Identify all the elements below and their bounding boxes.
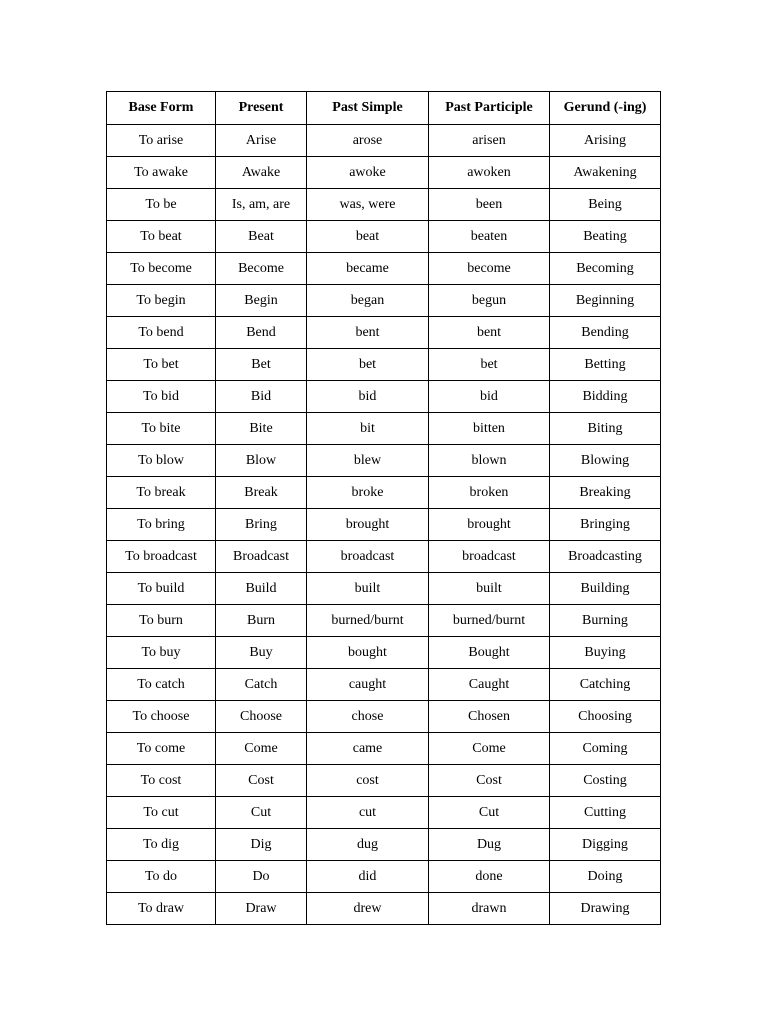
cell-base-form: To beat xyxy=(107,221,216,253)
cell-present: Draw xyxy=(216,893,307,925)
cell-base-form: To draw xyxy=(107,893,216,925)
cell-gerund: Digging xyxy=(550,829,661,861)
cell-present: Awake xyxy=(216,157,307,189)
cell-base-form: To begin xyxy=(107,285,216,317)
table-row xyxy=(107,637,661,669)
cell-present: Begin xyxy=(216,285,307,317)
cell-gerund: Building xyxy=(550,573,661,605)
cell-present: Come xyxy=(216,733,307,765)
cell-base-form: To broadcast xyxy=(107,541,216,573)
cell-gerund: Broadcasting xyxy=(550,541,661,573)
cell-present: Catch xyxy=(216,669,307,701)
cell-gerund: Awakening xyxy=(550,157,661,189)
cell-past-participle: bid xyxy=(429,381,550,413)
cell-past-participle: Caught xyxy=(429,669,550,701)
cell-past-participle: burned/burnt xyxy=(429,605,550,637)
cell-gerund: Doing xyxy=(550,861,661,893)
table-row xyxy=(107,573,661,605)
cell-past-participle: bet xyxy=(429,349,550,381)
cell-gerund: Bending xyxy=(550,317,661,349)
cell-past-participle: Cut xyxy=(429,797,550,829)
cell-past-simple: bet xyxy=(307,349,429,381)
cell-gerund: Beginning xyxy=(550,285,661,317)
cell-past-participle: blown xyxy=(429,445,550,477)
cell-present: Become xyxy=(216,253,307,285)
cell-past-simple: was, were xyxy=(307,189,429,221)
cell-past-participle: beaten xyxy=(429,221,550,253)
cell-base-form: To arise xyxy=(107,125,216,157)
table-row xyxy=(107,797,661,829)
cell-base-form: To bend xyxy=(107,317,216,349)
cell-past-simple: blew xyxy=(307,445,429,477)
cell-base-form: To do xyxy=(107,861,216,893)
table-row xyxy=(107,221,661,253)
cell-past-participle: built xyxy=(429,573,550,605)
cell-past-simple: did xyxy=(307,861,429,893)
cell-base-form: To bet xyxy=(107,349,216,381)
header-row xyxy=(107,92,661,125)
cell-past-simple: brought xyxy=(307,509,429,541)
table-row xyxy=(107,349,661,381)
cell-past-simple: became xyxy=(307,253,429,285)
cell-present: Bid xyxy=(216,381,307,413)
cell-past-participle: Dug xyxy=(429,829,550,861)
cell-base-form: To bid xyxy=(107,381,216,413)
table-row xyxy=(107,125,661,157)
cell-base-form: To cut xyxy=(107,797,216,829)
cell-gerund: Blowing xyxy=(550,445,661,477)
cell-gerund: Cutting xyxy=(550,797,661,829)
table-row xyxy=(107,541,661,573)
cell-past-simple: bent xyxy=(307,317,429,349)
table-row xyxy=(107,445,661,477)
cell-base-form: To choose xyxy=(107,701,216,733)
cell-present: Beat xyxy=(216,221,307,253)
cell-base-form: To break xyxy=(107,477,216,509)
cell-base-form: To become xyxy=(107,253,216,285)
table-row xyxy=(107,701,661,733)
cell-past-simple: broadcast xyxy=(307,541,429,573)
cell-gerund: Beating xyxy=(550,221,661,253)
cell-gerund: Arising xyxy=(550,125,661,157)
cell-present: Cut xyxy=(216,797,307,829)
cell-past-simple: bit xyxy=(307,413,429,445)
cell-base-form: To blow xyxy=(107,445,216,477)
cell-gerund: Betting xyxy=(550,349,661,381)
cell-past-participle: broken xyxy=(429,477,550,509)
cell-past-participle: been xyxy=(429,189,550,221)
cell-past-participle: Cost xyxy=(429,765,550,797)
cell-present: Bend xyxy=(216,317,307,349)
cell-gerund: Bidding xyxy=(550,381,661,413)
cell-present: Blow xyxy=(216,445,307,477)
cell-present: Burn xyxy=(216,605,307,637)
cell-past-participle: drawn xyxy=(429,893,550,925)
cell-gerund: Bringing xyxy=(550,509,661,541)
cell-gerund: Choosing xyxy=(550,701,661,733)
cell-base-form: To buy xyxy=(107,637,216,669)
cell-base-form: To come xyxy=(107,733,216,765)
cell-gerund: Biting xyxy=(550,413,661,445)
cell-base-form: To build xyxy=(107,573,216,605)
cell-gerund: Becoming xyxy=(550,253,661,285)
cell-past-simple: began xyxy=(307,285,429,317)
table-row xyxy=(107,765,661,797)
cell-gerund: Being xyxy=(550,189,661,221)
cell-base-form: To bite xyxy=(107,413,216,445)
cell-present: Cost xyxy=(216,765,307,797)
header-gerund: Gerund (-ing) xyxy=(550,92,661,125)
table-row xyxy=(107,733,661,765)
cell-past-participle: begun xyxy=(429,285,550,317)
cell-present: Broadcast xyxy=(216,541,307,573)
cell-past-participle: Chosen xyxy=(429,701,550,733)
table-row xyxy=(107,285,661,317)
cell-present: Build xyxy=(216,573,307,605)
cell-gerund: Burning xyxy=(550,605,661,637)
cell-present: Do xyxy=(216,861,307,893)
table-row xyxy=(107,861,661,893)
cell-base-form: To be xyxy=(107,189,216,221)
cell-present: Is, am, are xyxy=(216,189,307,221)
cell-past-simple: awoke xyxy=(307,157,429,189)
cell-gerund: Breaking xyxy=(550,477,661,509)
cell-present: Arise xyxy=(216,125,307,157)
header-present: Present xyxy=(216,92,307,125)
cell-past-simple: bought xyxy=(307,637,429,669)
table-row xyxy=(107,605,661,637)
table-row xyxy=(107,317,661,349)
cell-present: Bring xyxy=(216,509,307,541)
table-row xyxy=(107,413,661,445)
cell-past-simple: caught xyxy=(307,669,429,701)
cell-past-simple: burned/burnt xyxy=(307,605,429,637)
cell-past-simple: cut xyxy=(307,797,429,829)
cell-base-form: To catch xyxy=(107,669,216,701)
cell-past-simple: chose xyxy=(307,701,429,733)
cell-gerund: Costing xyxy=(550,765,661,797)
cell-base-form: To dig xyxy=(107,829,216,861)
table-row xyxy=(107,829,661,861)
header-base-form: Base Form xyxy=(107,92,216,125)
table-row xyxy=(107,157,661,189)
cell-base-form: To burn xyxy=(107,605,216,637)
cell-past-participle: Bought xyxy=(429,637,550,669)
cell-past-simple: bid xyxy=(307,381,429,413)
cell-present: Choose xyxy=(216,701,307,733)
cell-present: Bet xyxy=(216,349,307,381)
cell-past-participle: become xyxy=(429,253,550,285)
table-row xyxy=(107,253,661,285)
table-row xyxy=(107,477,661,509)
header-past-participle: Past Participle xyxy=(429,92,550,125)
cell-past-simple: built xyxy=(307,573,429,605)
cell-past-simple: cost xyxy=(307,765,429,797)
table-row xyxy=(107,669,661,701)
cell-present: Dig xyxy=(216,829,307,861)
cell-gerund: Coming xyxy=(550,733,661,765)
table-row xyxy=(107,381,661,413)
table-row xyxy=(107,509,661,541)
cell-gerund: Buying xyxy=(550,637,661,669)
cell-present: Buy xyxy=(216,637,307,669)
cell-gerund: Catching xyxy=(550,669,661,701)
cell-base-form: To awake xyxy=(107,157,216,189)
cell-gerund: Drawing xyxy=(550,893,661,925)
table-row xyxy=(107,189,661,221)
cell-past-participle: bitten xyxy=(429,413,550,445)
cell-present: Break xyxy=(216,477,307,509)
cell-past-simple: dug xyxy=(307,829,429,861)
cell-past-participle: done xyxy=(429,861,550,893)
cell-base-form: To cost xyxy=(107,765,216,797)
cell-base-form: To bring xyxy=(107,509,216,541)
cell-past-simple: beat xyxy=(307,221,429,253)
cell-past-simple: drew xyxy=(307,893,429,925)
cell-past-simple: came xyxy=(307,733,429,765)
cell-past-participle: arisen xyxy=(429,125,550,157)
cell-past-participle: bent xyxy=(429,317,550,349)
verb-forms-table xyxy=(106,91,661,925)
table-body xyxy=(107,125,661,925)
cell-past-participle: brought xyxy=(429,509,550,541)
table-row xyxy=(107,893,661,925)
cell-past-participle: broadcast xyxy=(429,541,550,573)
header-past-simple: Past Simple xyxy=(307,92,429,125)
cell-past-participle: awoken xyxy=(429,157,550,189)
cell-past-participle: Come xyxy=(429,733,550,765)
cell-past-simple: arose xyxy=(307,125,429,157)
cell-present: Bite xyxy=(216,413,307,445)
cell-past-simple: broke xyxy=(307,477,429,509)
